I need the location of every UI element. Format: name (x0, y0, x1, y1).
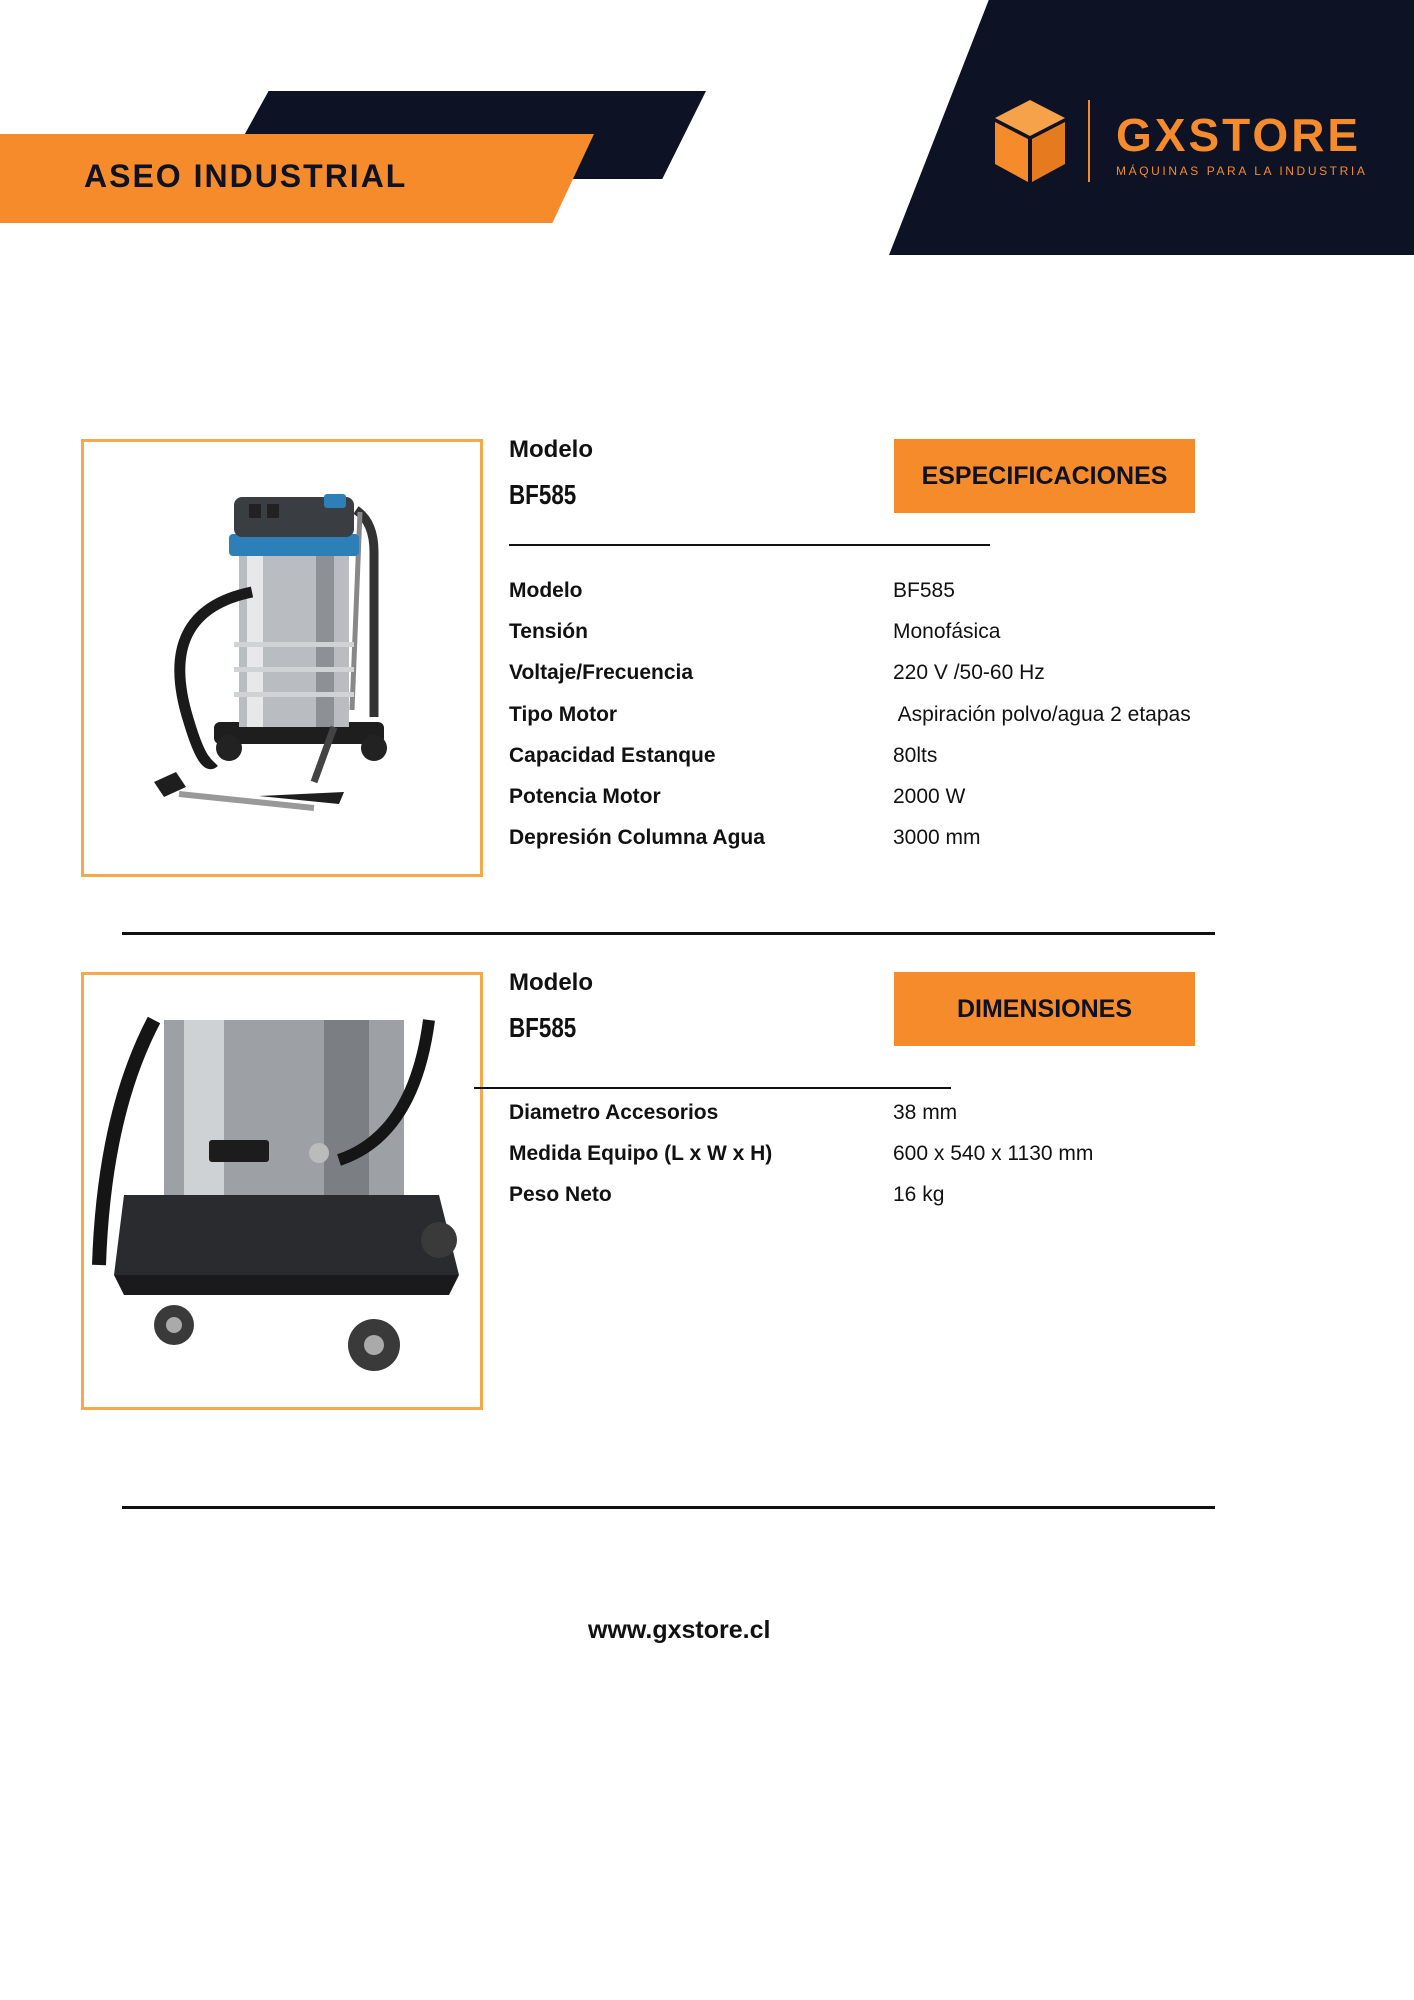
table-row (509, 611, 1191, 652)
product-photo-detail (81, 972, 483, 1410)
spec-key: Voltaje/Frecuencia (509, 661, 694, 685)
spec-key: Depresión Columna Agua (509, 826, 765, 850)
spec-value: BF585 (893, 578, 955, 602)
spec-value: 80lts (893, 743, 938, 767)
spec-key: Tipo Motor (509, 702, 618, 726)
spec-key: Medida Equipo (L x W x H) (509, 1141, 773, 1165)
spec-key: Modelo (509, 578, 583, 602)
brand-name: GXSTORE (1116, 109, 1362, 161)
table-row (509, 694, 1191, 735)
spec-value: Aspiración polvo/agua 2 etapas (893, 702, 1191, 726)
spec-value: 600 x 540 x 1130 mm (893, 1141, 1094, 1165)
dimensions-divider (474, 1087, 951, 1089)
product-photo-full (81, 439, 483, 877)
vacuum-cleaner-image (84, 442, 480, 874)
model-code: BF585 (509, 479, 577, 510)
category-title: ASEO INDUSTRIAL (84, 158, 408, 194)
table-row (509, 1092, 1093, 1133)
section-divider (122, 932, 1215, 935)
specs-divider (509, 544, 990, 546)
spec-key: Tensión (509, 619, 588, 643)
spec-value: 220 V /50-60 Hz (893, 661, 1045, 685)
table-row (509, 735, 1191, 776)
specifications-table (509, 570, 1191, 859)
table-row (509, 1133, 1093, 1174)
table-row (509, 1175, 1093, 1216)
section-divider (122, 1506, 1215, 1509)
model-label: Modelo (509, 969, 593, 996)
spec-key: Capacidad Estanque (509, 743, 716, 767)
box-icon (993, 98, 1067, 184)
table-row (509, 570, 1191, 611)
spec-key: Diametro Accesorios (509, 1100, 719, 1124)
vacuum-base-closeup-image (84, 975, 480, 1407)
brand-tagline: MÁQUINAS PARA LA INDUSTRIA (1116, 164, 1368, 178)
specifications-badge: ESPECIFICACIONES (894, 439, 1195, 513)
spec-key: Potencia Motor (509, 785, 661, 809)
spec-value: 16 kg (893, 1183, 945, 1207)
table-row (509, 776, 1191, 817)
logo-divider (1088, 100, 1090, 182)
table-row (509, 653, 1191, 694)
dimensions-table (509, 1092, 1093, 1216)
spec-value: 2000 W (893, 785, 966, 809)
table-row (509, 818, 1191, 859)
spec-key: Peso Neto (509, 1183, 612, 1207)
dimensions-badge: DIMENSIONES (894, 972, 1195, 1046)
spec-value: 3000 mm (893, 826, 981, 850)
model-code: BF585 (509, 1012, 577, 1043)
spec-value: 38 mm (893, 1100, 958, 1124)
website-link[interactable]: www.gxstore.cl (588, 1616, 771, 1644)
spec-value: Monofásica (893, 619, 1001, 643)
model-label: Modelo (509, 436, 593, 463)
